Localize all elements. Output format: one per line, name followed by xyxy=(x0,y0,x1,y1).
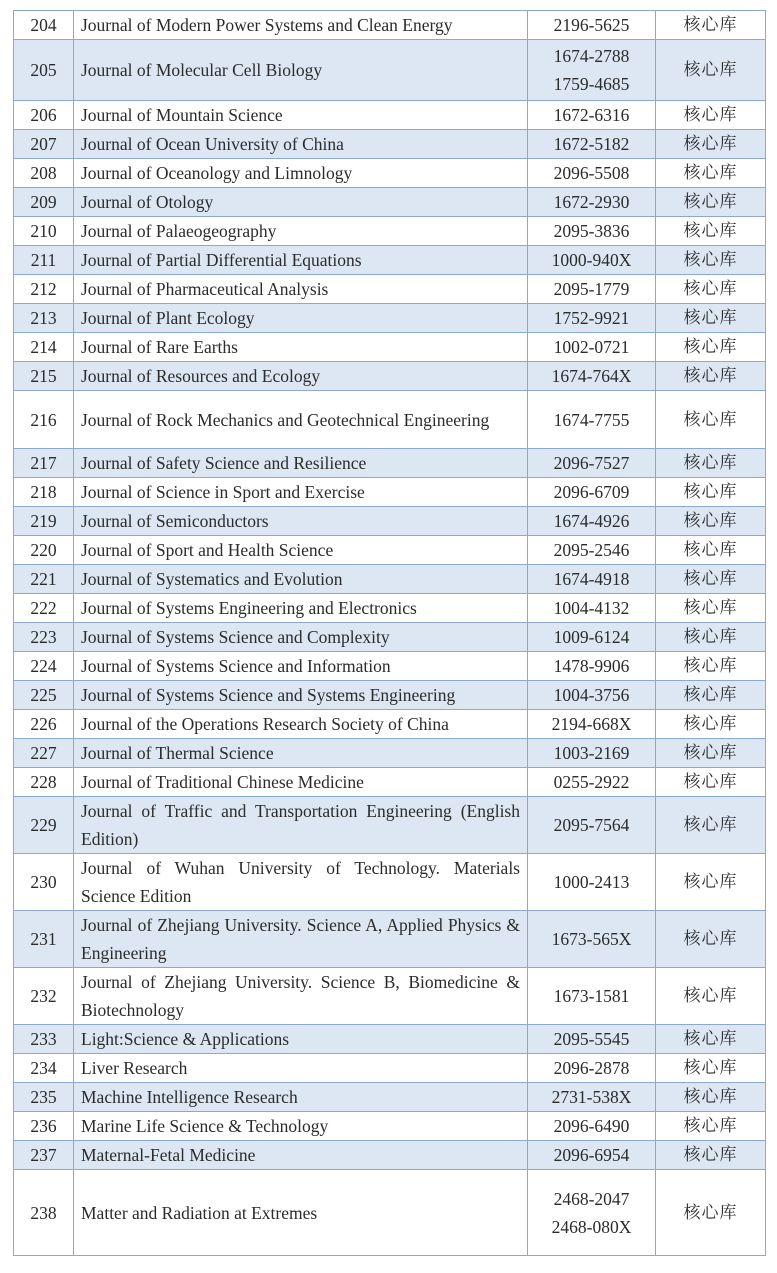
issn-cell xyxy=(528,11,656,40)
table-row xyxy=(14,478,766,507)
issn-number: 1004-3756 xyxy=(553,685,630,705)
issn-number: 1674-764X xyxy=(551,366,632,386)
table-row xyxy=(14,797,766,854)
database-category: 核心库 xyxy=(656,968,766,1025)
journal-title: Journal of Mountain Science xyxy=(74,101,528,130)
issn-cell xyxy=(528,1141,656,1170)
journal-title: Journal of Systems Science and Systems Engineering xyxy=(74,681,528,710)
database-category: 核心库 xyxy=(656,130,766,159)
table-row xyxy=(14,159,766,188)
issn-number: 1004-4132 xyxy=(553,598,630,618)
database-category: 核心库 xyxy=(656,246,766,275)
issn-cell xyxy=(528,1170,656,1256)
issn-number: 1673-565X xyxy=(551,929,632,949)
table-row xyxy=(14,304,766,333)
issn-number: 2468-080X xyxy=(551,1216,632,1237)
row-number: 230 xyxy=(14,854,74,911)
database-category: 核心库 xyxy=(656,478,766,507)
table-row xyxy=(14,968,766,1025)
issn-cell xyxy=(528,362,656,391)
database-category: 核心库 xyxy=(656,681,766,710)
journal-title: Liver Research xyxy=(74,1054,528,1083)
row-number: 232 xyxy=(14,968,74,1025)
journal-title: Machine Intelligence Research xyxy=(74,1083,528,1112)
issn-cell xyxy=(528,710,656,739)
row-number: 213 xyxy=(14,304,74,333)
journal-title: Journal of Science in Sport and Exercise xyxy=(74,478,528,507)
row-number: 235 xyxy=(14,1083,74,1112)
journal-title: Journal of Modern Power Systems and Clean Energy xyxy=(74,11,528,40)
issn-cell xyxy=(528,1083,656,1112)
issn-number: 1672-2930 xyxy=(553,192,630,212)
journal-title: Journal of Resources and Ecology xyxy=(74,362,528,391)
table-row xyxy=(14,130,766,159)
issn-cell xyxy=(528,968,656,1025)
journal-title: Journal of Rare Earths xyxy=(74,333,528,362)
table-row xyxy=(14,1054,766,1083)
journal-title: Journal of Systems Science and Complexity xyxy=(74,623,528,652)
table-row xyxy=(14,768,766,797)
database-category: 核心库 xyxy=(656,11,766,40)
database-category: 核心库 xyxy=(656,565,766,594)
row-number: 214 xyxy=(14,333,74,362)
journal-title: Journal of Zhejiang University. Science B, Biomedicine & Biotechnology xyxy=(74,968,528,1025)
issn-cell xyxy=(528,911,656,968)
issn-cell xyxy=(528,304,656,333)
issn-number: 2194-668X xyxy=(551,714,632,734)
table-row xyxy=(14,1112,766,1141)
issn-number: 1000-940X xyxy=(551,250,632,270)
table-row xyxy=(14,1025,766,1054)
journal-title: Matter and Radiation at Extremes xyxy=(74,1170,528,1256)
database-category: 核心库 xyxy=(656,40,766,101)
row-number: 205 xyxy=(14,40,74,101)
issn-number: 1672-6316 xyxy=(553,105,630,125)
journal-title: Journal of Traffic and Transportation Engineering (English Edition) xyxy=(74,797,528,854)
journal-title: Journal of Semiconductors xyxy=(74,507,528,536)
issn-number: 1673-1581 xyxy=(553,986,630,1006)
issn-cell xyxy=(528,449,656,478)
journal-title: Marine Life Science & Technology xyxy=(74,1112,528,1141)
issn-cell xyxy=(528,1054,656,1083)
row-number: 225 xyxy=(14,681,74,710)
issn-number: 1003-2169 xyxy=(553,743,630,763)
database-category: 核心库 xyxy=(656,797,766,854)
journal-title: Journal of Safety Science and Resilience xyxy=(74,449,528,478)
issn-number: 2095-1779 xyxy=(553,279,630,299)
row-number: 219 xyxy=(14,507,74,536)
database-category: 核心库 xyxy=(656,623,766,652)
database-category: 核心库 xyxy=(656,739,766,768)
issn-cell xyxy=(528,536,656,565)
issn-number: 1674-2788 xyxy=(553,46,630,66)
issn-number: 0255-2922 xyxy=(553,772,630,792)
database-category: 核心库 xyxy=(656,275,766,304)
journal-title: Light:Science & Applications xyxy=(74,1025,528,1054)
journal-title: Journal of Systems Science and Information xyxy=(74,652,528,681)
issn-number: 2096-5508 xyxy=(553,163,630,183)
journal-title: Journal of Sport and Health Science xyxy=(74,536,528,565)
issn-cell xyxy=(528,768,656,797)
table-row xyxy=(14,1141,766,1170)
row-number: 209 xyxy=(14,188,74,217)
row-number: 224 xyxy=(14,652,74,681)
database-category: 核心库 xyxy=(656,1054,766,1083)
table-row xyxy=(14,391,766,449)
issn-cell xyxy=(528,101,656,130)
row-number: 218 xyxy=(14,478,74,507)
journal-title: Journal of Systems Engineering and Electronics xyxy=(74,594,528,623)
database-category: 核心库 xyxy=(656,911,766,968)
issn-number: 2096-6954 xyxy=(553,1145,630,1165)
table-row xyxy=(14,275,766,304)
issn-cell xyxy=(528,159,656,188)
journal-title: Journal of the Operations Research Society of China xyxy=(74,710,528,739)
row-number: 204 xyxy=(14,11,74,40)
issn-cell xyxy=(528,1112,656,1141)
table-row xyxy=(14,911,766,968)
table-row xyxy=(14,333,766,362)
table-row xyxy=(14,681,766,710)
row-number: 222 xyxy=(14,594,74,623)
database-category: 核心库 xyxy=(656,1141,766,1170)
database-category: 核心库 xyxy=(656,449,766,478)
row-number: 208 xyxy=(14,159,74,188)
table-row xyxy=(14,246,766,275)
issn-cell xyxy=(528,652,656,681)
issn-number: 1674-7755 xyxy=(553,409,630,430)
issn-cell xyxy=(528,623,656,652)
journal-title: Journal of Zhejiang University. Science A, Applied Physics & Engineering xyxy=(74,911,528,968)
table-row xyxy=(14,1083,766,1112)
row-number: 231 xyxy=(14,911,74,968)
table-row xyxy=(14,652,766,681)
issn-number: 1752-9921 xyxy=(553,308,630,328)
issn-number: 1759-4685 xyxy=(553,74,630,94)
journal-title: Journal of Molecular Cell Biology xyxy=(74,40,528,101)
issn-number: 2468-2047 xyxy=(553,1188,630,1209)
issn-number: 2096-6709 xyxy=(553,482,630,502)
issn-cell xyxy=(528,1025,656,1054)
issn-number: 2095-2546 xyxy=(553,540,630,560)
issn-cell xyxy=(528,478,656,507)
database-category: 核心库 xyxy=(656,333,766,362)
table-row xyxy=(14,11,766,40)
journal-title: Journal of Plant Ecology xyxy=(74,304,528,333)
database-category: 核心库 xyxy=(656,1025,766,1054)
database-category: 核心库 xyxy=(656,1083,766,1112)
table-row xyxy=(14,188,766,217)
issn-number: 2096-7527 xyxy=(553,453,630,473)
row-number: 217 xyxy=(14,449,74,478)
journal-title: Journal of Pharmaceutical Analysis xyxy=(74,275,528,304)
table-row xyxy=(14,217,766,246)
journal-title: Journal of Traditional Chinese Medicine xyxy=(74,768,528,797)
database-category: 核心库 xyxy=(656,391,766,449)
row-number: 229 xyxy=(14,797,74,854)
row-number: 215 xyxy=(14,362,74,391)
issn-cell xyxy=(528,130,656,159)
row-number: 233 xyxy=(14,1025,74,1054)
row-number: 207 xyxy=(14,130,74,159)
issn-number: 2731-538X xyxy=(551,1087,632,1107)
database-category: 核心库 xyxy=(656,652,766,681)
issn-cell xyxy=(528,797,656,854)
issn-number: 1674-4918 xyxy=(553,569,630,589)
table-row xyxy=(14,507,766,536)
database-category: 核心库 xyxy=(656,188,766,217)
row-number: 238 xyxy=(14,1170,74,1256)
database-category: 核心库 xyxy=(656,594,766,623)
database-category: 核心库 xyxy=(656,768,766,797)
database-category: 核心库 xyxy=(656,536,766,565)
issn-number: 1009-6124 xyxy=(553,627,630,647)
journal-title: Journal of Systematics and Evolution xyxy=(74,565,528,594)
journal-title: Journal of Rock Mechanics and Geotechnical Engineering xyxy=(74,391,528,449)
row-number: 223 xyxy=(14,623,74,652)
table-row xyxy=(14,710,766,739)
table-row xyxy=(14,623,766,652)
issn-number: 1478-9906 xyxy=(553,656,630,676)
table-row xyxy=(14,362,766,391)
table-row xyxy=(14,854,766,911)
row-number: 236 xyxy=(14,1112,74,1141)
row-number: 234 xyxy=(14,1054,74,1083)
database-category: 核心库 xyxy=(656,1112,766,1141)
table-row xyxy=(14,40,766,101)
issn-cell xyxy=(528,188,656,217)
issn-cell xyxy=(528,739,656,768)
issn-cell xyxy=(528,507,656,536)
row-number: 216 xyxy=(14,391,74,449)
database-category: 核心库 xyxy=(656,159,766,188)
issn-cell xyxy=(528,391,656,449)
journal-title: Journal of Oceanology and Limnology xyxy=(74,159,528,188)
row-number: 212 xyxy=(14,275,74,304)
issn-cell xyxy=(528,275,656,304)
journal-title: Journal of Partial Differential Equations xyxy=(74,246,528,275)
row-number: 227 xyxy=(14,739,74,768)
table-row xyxy=(14,101,766,130)
database-category: 核心库 xyxy=(656,507,766,536)
row-number: 237 xyxy=(14,1141,74,1170)
row-number: 220 xyxy=(14,536,74,565)
database-category: 核心库 xyxy=(656,101,766,130)
issn-cell xyxy=(528,681,656,710)
issn-number: 2096-6490 xyxy=(553,1116,630,1136)
issn-cell xyxy=(528,565,656,594)
journal-title: Journal of Palaeogeography xyxy=(74,217,528,246)
database-category: 核心库 xyxy=(656,362,766,391)
issn-cell xyxy=(528,217,656,246)
issn-number: 1000-2413 xyxy=(553,872,630,892)
issn-cell xyxy=(528,854,656,911)
journal-table xyxy=(13,10,766,1256)
database-category: 核心库 xyxy=(656,1170,766,1256)
issn-number: 2096-2878 xyxy=(553,1058,630,1078)
journal-title: Journal of Wuhan University of Technology. Materials Science Edition xyxy=(74,854,528,911)
row-number: 228 xyxy=(14,768,74,797)
table-row xyxy=(14,449,766,478)
database-category: 核心库 xyxy=(656,854,766,911)
database-category: 核心库 xyxy=(656,304,766,333)
row-number: 211 xyxy=(14,246,74,275)
journal-title: Maternal-Fetal Medicine xyxy=(74,1141,528,1170)
journal-title: Journal of Thermal Science xyxy=(74,739,528,768)
journal-title: Journal of Ocean University of China xyxy=(74,130,528,159)
row-number: 210 xyxy=(14,217,74,246)
issn-cell xyxy=(528,594,656,623)
table-row xyxy=(14,594,766,623)
table-row xyxy=(14,1170,766,1256)
row-number: 226 xyxy=(14,710,74,739)
journal-title: Journal of Otology xyxy=(74,188,528,217)
table-row xyxy=(14,565,766,594)
table-row xyxy=(14,536,766,565)
issn-cell xyxy=(528,40,656,101)
database-category: 核心库 xyxy=(656,217,766,246)
issn-number: 2095-3836 xyxy=(553,221,630,241)
issn-cell xyxy=(528,333,656,362)
database-category: 核心库 xyxy=(656,710,766,739)
issn-number: 1672-5182 xyxy=(553,134,630,154)
journal-table-body xyxy=(14,11,766,1256)
table-row xyxy=(14,739,766,768)
issn-number: 2095-7564 xyxy=(553,815,630,835)
issn-number: 1674-4926 xyxy=(553,511,630,531)
issn-number: 2095-5545 xyxy=(553,1029,630,1049)
row-number: 206 xyxy=(14,101,74,130)
issn-cell xyxy=(528,246,656,275)
row-number: 221 xyxy=(14,565,74,594)
issn-number: 2196-5625 xyxy=(553,15,630,35)
issn-number: 1002-0721 xyxy=(553,337,630,357)
